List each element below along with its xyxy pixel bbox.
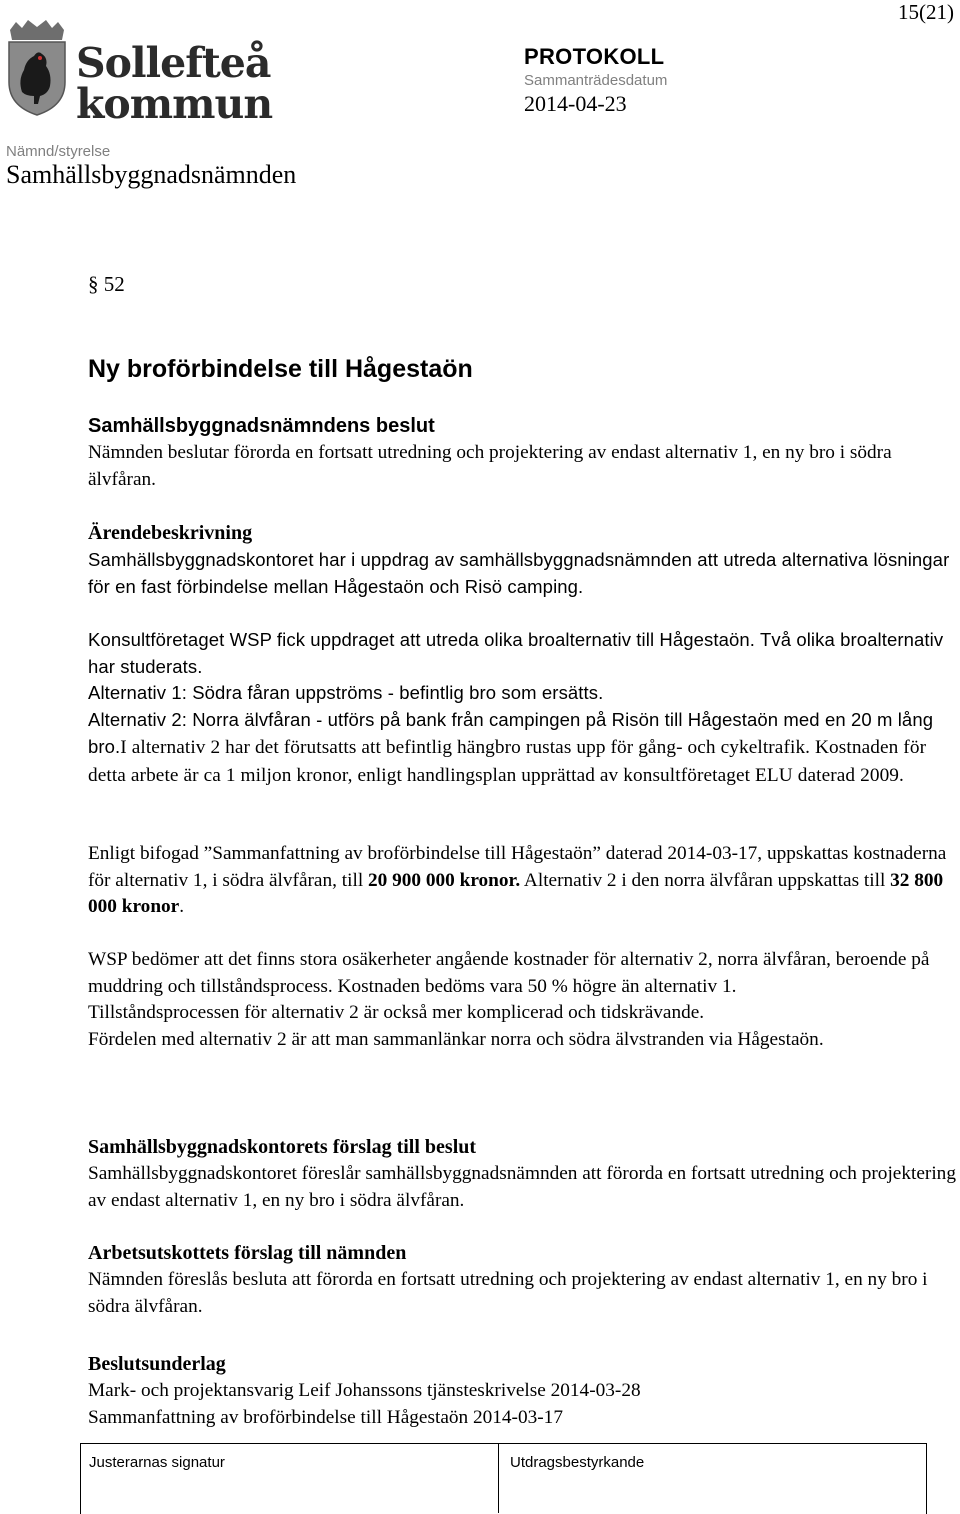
wsp-paragraph: WSP bedömer att det finns stora osäkerheter angående kostnader för alternativ 2, norra älvfåran, beroende på muddring och tillståndsprocess. Kostnaden bedöms vara 50 % högre än alternativ 1.: [88, 949, 930, 997]
board-name: Samhällsbyggnadsnämnden: [6, 160, 297, 189]
signature-label: Justerarnas signatur: [89, 1454, 225, 1471]
committee-proposal-section: [88, 1240, 956, 1320]
permit-paragraph: Tillståndsprocessen för alternativ 2 är också mer komplicerad och tidskrävande.: [88, 1002, 705, 1024]
signature-box-divider: [498, 1443, 499, 1513]
decision-basis-heading: Beslutsunderlag: [88, 1353, 226, 1375]
meeting-date: 2014-04-23: [524, 91, 627, 116]
extract-certification-label: Utdragsbestyrkande: [510, 1454, 645, 1471]
page-number: 15(21): [898, 0, 954, 24]
document-type: PROTOKOLL: [524, 44, 665, 69]
section-number: § 52: [88, 272, 125, 296]
cost-alt1-amount: 20 900 000 kronor.: [368, 869, 521, 891]
committee-proposal-text: Nämnden föreslås besluta att förorda en fortsatt utredning och projektering av endast alternativ 1, en ny bro i södra älvfåran.: [88, 1269, 928, 1317]
cost-text-2: Alternativ 2 i den norra älvfåran uppskattas till: [520, 869, 891, 891]
decision-text: Nämnden beslutar förorda en fortsatt utredning och projektering av endast alternativ 1, en ny bro i södra älvfåran.: [88, 442, 892, 490]
consultant-section: [88, 627, 956, 789]
cost-paragraph: [88, 841, 956, 921]
logo-word-solleftea: Sollefteå: [76, 39, 271, 87]
decision-heading: Samhällsbyggnadsnämndens beslut: [88, 415, 435, 437]
office-proposal-section: [88, 1134, 956, 1214]
description-section: [88, 520, 956, 600]
coat-of-arms-icon: [4, 20, 70, 116]
description-heading: Ärendebeskrivning: [88, 522, 253, 544]
consultant-paragraph: Konsultföretaget WSP fick uppdraget att utreda olika broalternativ till Hågestaön. Två olika broalternativ har studerats.: [88, 629, 944, 677]
cost-alt2-amount: 32 800 000 kronor: [88, 869, 944, 918]
office-proposal-text: Samhällsbyggnadskontoret föreslår samhällsbyggnadsnämnden att förorda en fortsatt utredning och projektering av endast alternativ 1, en ny bro i södra älvfåran.: [88, 1163, 956, 1211]
logo-word-kommun: kommun: [76, 80, 273, 128]
committee-proposal-heading: Arbetsutskottets förslag till nämnden: [88, 1242, 407, 1264]
cost-text-3: .: [179, 896, 185, 918]
page-title: Ny broförbindelse till Hågestaön: [88, 355, 473, 383]
cost-section: [88, 841, 956, 921]
office-proposal-heading: Samhällsbyggnadskontorets förslag till beslut: [88, 1136, 477, 1158]
basis-item: Mark- och projektansvarig Leif Johanssons tjänsteskrivelse 2014-03-28: [88, 1380, 641, 1401]
municipality-logo: [4, 20, 273, 128]
cost-text-1: Enligt bifogad ”Sammanfattning av broförbindelse till Hågestaön” daterad 2014-03-17, uppskattas kostnaderna för alternativ 1, i södra älvfåran, till: [88, 843, 947, 891]
board-label: Nämnd/styrelse: [6, 143, 111, 160]
date-label: Sammanträdesdatum: [524, 72, 668, 89]
decision-basis-section: [88, 1351, 956, 1431]
advantage-paragraph: Fördelen med alternativ 2 är att man sammanlänkar norra och södra älvstranden via Hågestaön.: [88, 1029, 824, 1051]
wsp-assessment-section: [88, 947, 956, 1054]
decision-section: [88, 413, 956, 493]
basis-item: Sammanfattning av broförbindelse till Hågestaön 2014-03-17: [88, 1406, 563, 1428]
description-text: Samhällsbyggnadskontoret har i uppdrag av samhällsbyggnadsnämnden att utreda alternativa lösningar för en fast förbindelse mellan Hågestaön och Risö camping.: [88, 549, 950, 597]
alternative-1-paragraph: Alternativ 1: Södra fåran uppströms - befintlig bro som ersätts.: [88, 682, 604, 704]
suspension-bridge-note: I alternativ 2 har det förutsatts att befintlig hängbro rustas upp för gång- och cykeltrafik. Kostnaden för detta arbete är ca 1 miljon kronor, enligt handlingsplan upprättad av konsultföretaget ELU daterad 2009.: [88, 736, 927, 786]
alternative-2-paragraph: Alternativ 2: Norra älvfåran - utförs på bank från campingen på Risön till Hågestaön med en 20 m lång bro.: [88, 709, 934, 757]
